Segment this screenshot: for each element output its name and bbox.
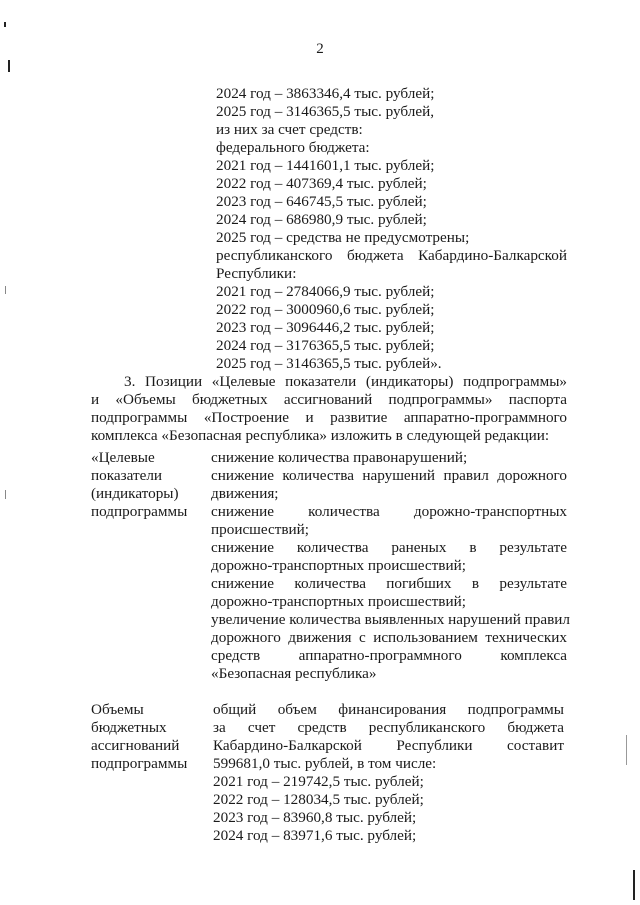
scan-mark: [8, 60, 10, 72]
scan-mark: [4, 22, 6, 27]
paragraph-line: и «Объемы бюджетных ассигнований подпрограммы» паспорта: [91, 391, 567, 408]
list-item: 2023 год – 3096446,2 тыс. рублей;: [216, 319, 435, 336]
indicator-line: увеличение количества выявленных нарушений правил: [211, 611, 570, 628]
list-item: 2024 год – 3176365,5 тыс. рублей;: [216, 337, 435, 354]
budget-line: 2024 год – 83971,6 тыс. рублей;: [213, 827, 417, 844]
indicator-line: происшествий;: [211, 521, 310, 538]
list-item: из них за счет средств:: [216, 121, 363, 138]
scan-mark: [5, 286, 6, 294]
paragraph-line: 3. Позиции «Целевые показатели (индикаторы) подпрограммы»: [124, 373, 567, 390]
list-item: Республики:: [216, 265, 297, 282]
indicator-line: движения;: [211, 485, 279, 502]
list-item: 2023 год – 646745,5 тыс. рублей;: [216, 193, 427, 210]
scan-mark: [5, 490, 6, 499]
list-item: федерального бюджета:: [216, 139, 370, 156]
indicator-line: «Безопасная республика»: [211, 665, 377, 682]
block-label: Объемы: [91, 701, 144, 718]
list-item: 2021 год – 1441601,1 тыс. рублей;: [216, 157, 435, 174]
block-label: подпрограммы: [91, 503, 188, 520]
indicator-line: снижение количества дорожно-транспортных: [211, 503, 567, 520]
page-number: 2: [316, 41, 324, 57]
list-item: 2024 год – 3863346,4 тыс. рублей;: [216, 85, 435, 102]
budget-line: 2021 год – 219742,5 тыс. рублей;: [213, 773, 424, 790]
budget-line: общий объем финансирования подпрограммы: [213, 701, 564, 718]
block-label: (индикаторы): [91, 485, 179, 502]
paragraph-line: подпрограммы «Построение и развитие аппаратно-программного: [91, 409, 567, 426]
indicator-line: снижение количества нарушений правил дорожного: [211, 467, 567, 484]
list-item: 2024 год – 686980,9 тыс. рублей;: [216, 211, 427, 228]
indicator-line: дорожно-транспортных происшествий;: [211, 557, 466, 574]
list-item: 2022 год – 407369,4 тыс. рублей;: [216, 175, 427, 192]
block-label: показатели: [91, 467, 163, 484]
list-item: 2025 год – средства не предусмотрены;: [216, 229, 470, 246]
budget-line: Кабардино-Балкарской Республики составит: [213, 737, 564, 754]
scan-mark: [626, 735, 627, 765]
budget-line: 599681,0 тыс. рублей, в том числе:: [213, 755, 437, 772]
budget-line: за счет средств республиканского бюджета: [213, 719, 564, 736]
block-label: «Целевые: [91, 449, 155, 466]
indicator-line: дорожного движения с использованием технических: [211, 629, 567, 646]
indicator-line: снижение количества погибших в результате: [211, 575, 567, 592]
block-label: бюджетных: [91, 719, 167, 736]
scan-mark: [633, 870, 635, 900]
list-item: 2025 год – 3146365,5 тыс. рублей».: [216, 355, 442, 372]
indicator-line: снижение количества правонарушений;: [211, 449, 468, 466]
indicator-line: снижение количества раненых в результате: [211, 539, 567, 556]
block-label: ассигнований: [91, 737, 180, 754]
list-item: 2022 год – 3000960,6 тыс. рублей;: [216, 301, 435, 318]
budget-line: 2023 год – 83960,8 тыс. рублей;: [213, 809, 417, 826]
block-label: подпрограммы: [91, 755, 188, 772]
budget-line: 2022 год – 128034,5 тыс. рублей;: [213, 791, 424, 808]
paragraph-line: комплекса «Безопасная республика» изложить в следующей редакции:: [91, 427, 550, 444]
list-item: республиканского бюджета Кабардино-Балкарской: [216, 247, 567, 264]
indicator-line: дорожно-транспортных происшествий;: [211, 593, 466, 610]
list-item: 2021 год – 2784066,9 тыс. рублей;: [216, 283, 435, 300]
indicator-line: средств аппаратно-программного комплекса: [211, 647, 567, 664]
list-item: 2025 год – 3146365,5 тыс. рублей,: [216, 103, 434, 120]
